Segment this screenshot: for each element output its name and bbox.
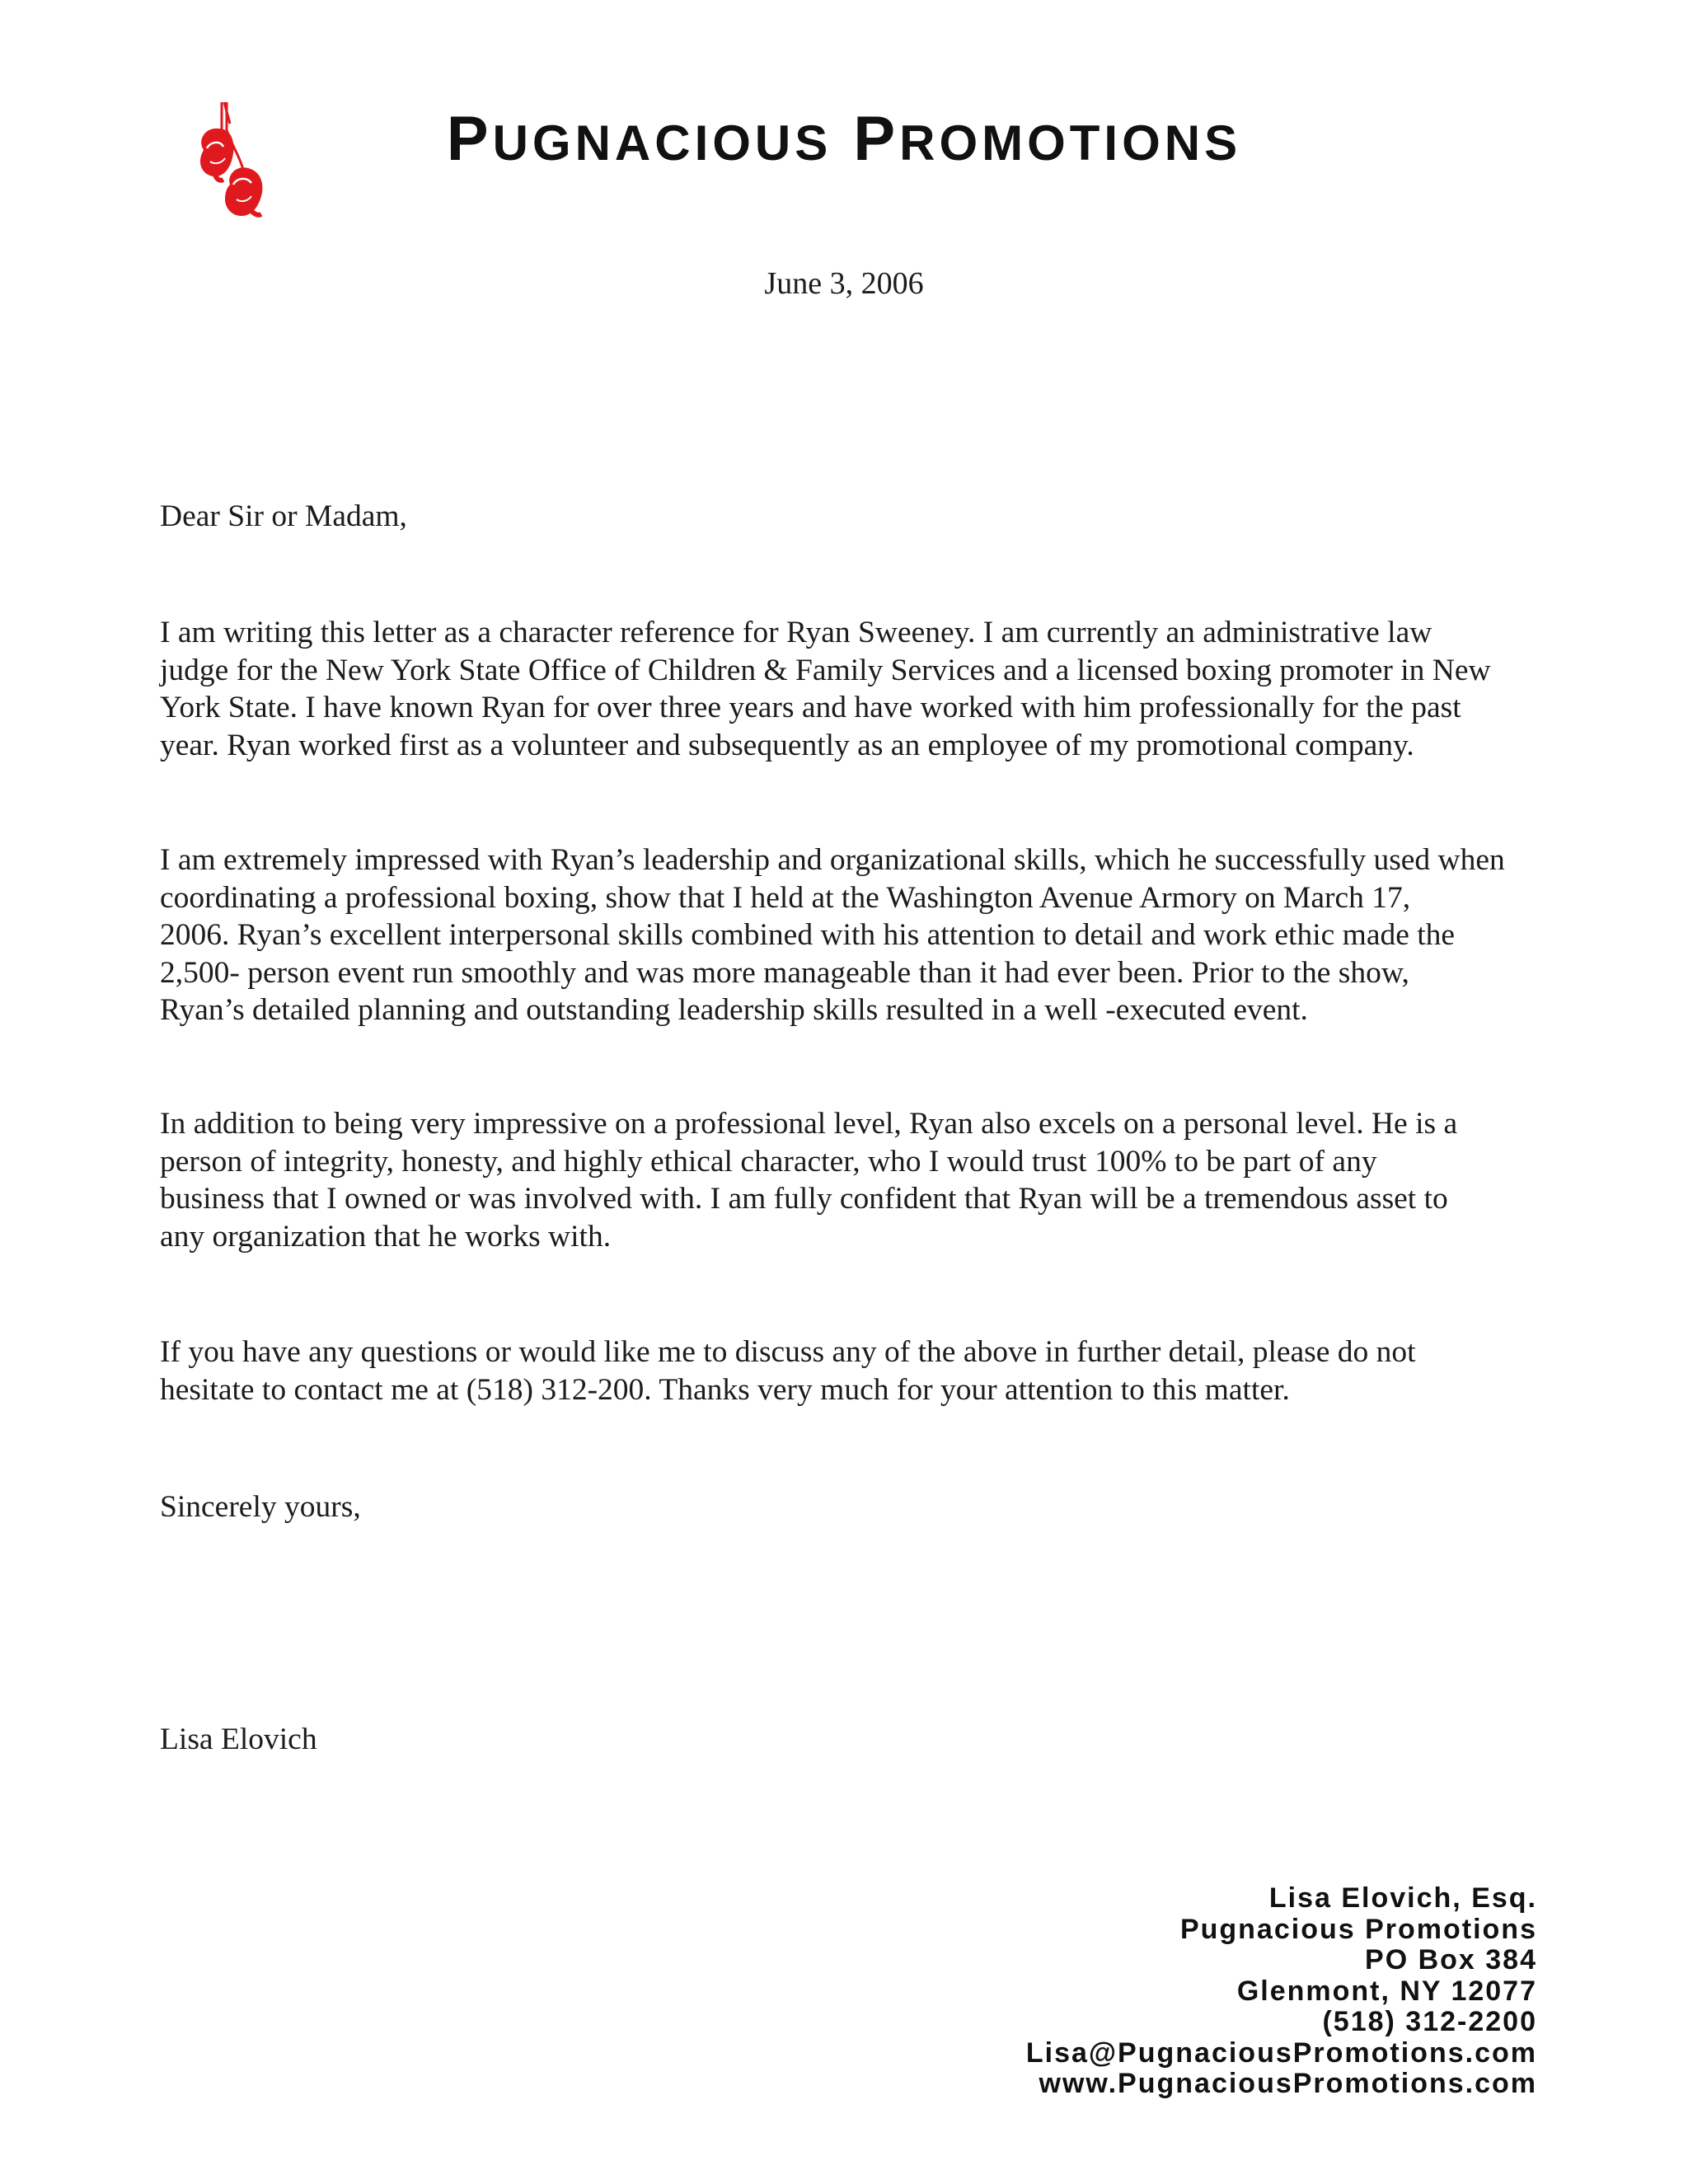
paragraph-line: York State. I have known Ryan for over three years and have worked with him professionally for the past (160, 691, 1461, 724)
company-second-initial: P (853, 104, 900, 174)
contact-company: Pugnacious Promotions (1179, 1913, 1537, 1945)
paragraph-leadership (160, 841, 1561, 1029)
letter-date: June 3, 2006 (764, 266, 924, 301)
paragraph-line: 2006. Ryan’s excellent interpersonal skills combined with his attention to detail and work ethic made the (160, 918, 1456, 952)
paragraph-line: coordinating a professional boxing, show that I held at the Washington Avenue Armory on March 17, (160, 880, 1411, 915)
contact-email: Lisa@PugnaciousPromotions.com (1025, 2036, 1537, 2069)
salutation (160, 498, 1561, 536)
contact-block (1026, 1883, 1537, 2100)
paragraph-introduction (160, 614, 1561, 764)
paragraph-line: If you have any questions or would like me to discuss any of the above in further detail, please do not (160, 1335, 1416, 1369)
paragraph-contact-request (160, 1333, 1561, 1408)
paragraph-line: hesitate to contact me at (518) 312-200. Thanks very much for your attention to this matter. (160, 1372, 1290, 1407)
company-first-rest: UGNACIOUS (492, 115, 832, 171)
contact-name: Lisa Elovich, Esq. (1268, 1882, 1537, 1914)
closing (160, 1488, 1561, 1526)
signature-block (160, 1721, 1561, 1759)
paragraph-line: In addition to being very impressive on a professional level, Ryan also excels on a personal level. He is a (160, 1107, 1458, 1141)
paragraph-line: judge for the New York State Office of Children & Family Services and a licensed boxing promoter in New (160, 653, 1491, 687)
paragraph-line: I am writing this letter as a character reference for Ryan Sweeney. I am currently an administrative law (160, 616, 1432, 649)
contact-website: www.PugnaciousPromotions.com (1039, 2068, 1537, 2099)
paragraph-line: Ryan’s detailed planning and outstanding leadership skills resulted in a well -executed event. (160, 993, 1308, 1027)
paragraph-line: business that I owned or was involved with. I am fully confident that Ryan will be a tremendous asset to (160, 1182, 1448, 1216)
contact-po-box: PO Box 384 (1365, 1944, 1537, 1975)
closing-text: Sincerely yours, (160, 1490, 361, 1524)
salutation-text: Dear Sir or Madam, (160, 499, 407, 533)
paragraph-line: I am extremely impressed with Ryan’s leadership and organizational skills, which he successfully used when (160, 843, 1505, 877)
company-second-rest: ROMOTIONS (899, 115, 1242, 171)
paragraph-character (160, 1105, 1561, 1255)
signer-name: Lisa Elovich (160, 1722, 317, 1756)
company-name-heading (0, 103, 1688, 175)
paragraph-line: year. Ryan worked first as a volunteer and subsequently as an employee of my promotional company. (160, 728, 1414, 762)
paragraph-line: any organization that he works with. (160, 1219, 612, 1254)
company-first-initial: P (446, 104, 493, 174)
paragraph-line: 2,500- person event run smoothly and was more manageable than it had ever been. Prior to the show, (160, 955, 1409, 990)
paragraph-line: person of integrity, honesty, and highly ethical character, who I would trust 100% to be part of any (160, 1144, 1377, 1179)
contact-city-state-zip: Glenmont, NY 12077 (1236, 1975, 1537, 2007)
contact-phone: (518) 312-2200 (1322, 2006, 1537, 2037)
